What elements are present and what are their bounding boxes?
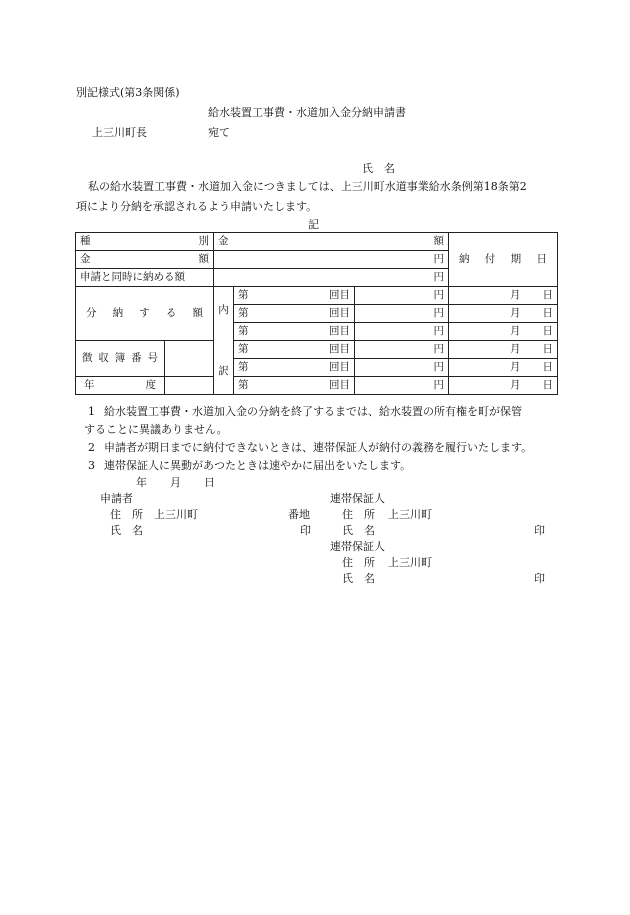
guarantor-1-seal: 印 bbox=[534, 524, 545, 537]
ki-label: 記 bbox=[308, 218, 319, 231]
applicant-address-town: 上三川町 bbox=[154, 508, 198, 521]
fiscal-year-cell[interactable] bbox=[165, 377, 214, 395]
installment-number-cell[interactable]: 第 回目 bbox=[234, 377, 355, 395]
date-day-label: 日 bbox=[204, 476, 215, 489]
form-reference: 別記様式(第3条関係) bbox=[76, 86, 180, 99]
type-header: 種 別 bbox=[76, 233, 214, 251]
document-title: 給水装置工事費・水道加入金分納申請書 bbox=[208, 106, 406, 119]
applicant-address-label: 住 所 bbox=[110, 508, 143, 521]
addressee-suffix: 宛て bbox=[208, 126, 230, 139]
guarantor-2-address-label: 住 所 bbox=[342, 556, 375, 569]
installment-amount-cell[interactable]: 円 bbox=[355, 305, 449, 323]
date-month-label: 月 bbox=[170, 476, 181, 489]
guarantor-2-seal: 印 bbox=[534, 572, 545, 585]
payment-due-header: 納 付 期 日 bbox=[449, 233, 558, 287]
applicant-seal: 印 bbox=[300, 524, 311, 537]
installment-number-cell[interactable]: 第 回目 bbox=[234, 287, 355, 305]
installment-amount-cell[interactable]: 円 bbox=[355, 359, 449, 377]
guarantor-1-name-label: 氏 名 bbox=[342, 524, 375, 537]
installment-amount-cell[interactable]: 円 bbox=[355, 323, 449, 341]
installment-date-cell[interactable]: 月 日 bbox=[449, 359, 558, 377]
note-item: 2 申請者が期日までに納付できないときは、連帯保証人が納付の義務を履行いたします。 bbox=[88, 441, 533, 454]
installment-amount-label: 分 納 す る 額 bbox=[76, 287, 214, 341]
date-year-label: 年 bbox=[136, 476, 147, 489]
request-text-line-2: 項により分納を承認されるよう申請いたします。 bbox=[76, 200, 318, 213]
amount-header: 金 額 bbox=[214, 233, 449, 251]
installment-number-cell[interactable]: 第 回目 bbox=[234, 359, 355, 377]
request-text-line-1: 私の給水装置工事費・水道加入金につきましては、上三川町水道事業給水条例第18条第2 bbox=[88, 180, 527, 193]
table-row bbox=[76, 233, 558, 251]
installment-date-cell[interactable]: 月 日 bbox=[449, 305, 558, 323]
simultaneous-payment-label: 申請と同時に納める額 bbox=[76, 269, 214, 287]
guarantor-2-address-town: 上三川町 bbox=[388, 556, 432, 569]
applicant-name-field-label: 氏 名 bbox=[110, 524, 143, 537]
receipt-number-label: 徴 収 簿 番 号 bbox=[76, 341, 165, 377]
installment-date-cell[interactable]: 月 日 bbox=[449, 377, 558, 395]
installment-amount-cell[interactable]: 円 bbox=[355, 287, 449, 305]
installment-number-cell[interactable]: 第 回目 bbox=[234, 323, 355, 341]
installment-table bbox=[75, 232, 558, 395]
installment-date-cell[interactable]: 月 日 bbox=[449, 323, 558, 341]
fiscal-year-label: 年 度 bbox=[76, 377, 165, 395]
guarantor-1-address-label: 住 所 bbox=[342, 508, 375, 521]
installment-date-cell[interactable]: 月 日 bbox=[449, 287, 558, 305]
installment-number-cell[interactable]: 第 回目 bbox=[234, 341, 355, 359]
breakdown-label: 内 訳 bbox=[214, 287, 234, 395]
total-amount-cell[interactable]: 円 bbox=[214, 251, 449, 269]
guarantor-1-label: 連帯保証人 bbox=[330, 492, 385, 505]
applicant-name-label: 氏 名 bbox=[362, 162, 395, 175]
applicant-banchi-label: 番地 bbox=[288, 508, 310, 521]
note-item-continuation: することに異議ありません。 bbox=[84, 423, 228, 436]
table-row bbox=[76, 341, 558, 359]
guarantor-2-label: 連帯保証人 bbox=[330, 540, 385, 553]
guarantor-2-name-label: 氏 名 bbox=[342, 572, 375, 585]
installment-date-cell[interactable]: 月 日 bbox=[449, 341, 558, 359]
simultaneous-payment-cell[interactable]: 円 bbox=[214, 269, 449, 287]
table-row bbox=[76, 287, 558, 305]
guarantor-1-address-town: 上三川町 bbox=[388, 508, 432, 521]
note-item: 1 給水装置工事費・水道加入金の分納を終了するまでは、給水装置の所有権を町が保管 bbox=[88, 405, 522, 418]
installment-number-cell[interactable]: 第 回目 bbox=[234, 305, 355, 323]
total-amount-label: 金 額 bbox=[76, 251, 214, 269]
applicant-label: 申請者 bbox=[100, 492, 133, 505]
receipt-number-cell[interactable] bbox=[165, 341, 214, 377]
addressee: 上三川町長 bbox=[92, 126, 147, 139]
note-item: 3 連帯保証人に異動があつたときは速やかに届出をいたします。 bbox=[88, 459, 412, 472]
installment-amount-cell[interactable]: 円 bbox=[355, 341, 449, 359]
installment-amount-cell[interactable]: 円 bbox=[355, 377, 449, 395]
table-row bbox=[76, 377, 558, 395]
